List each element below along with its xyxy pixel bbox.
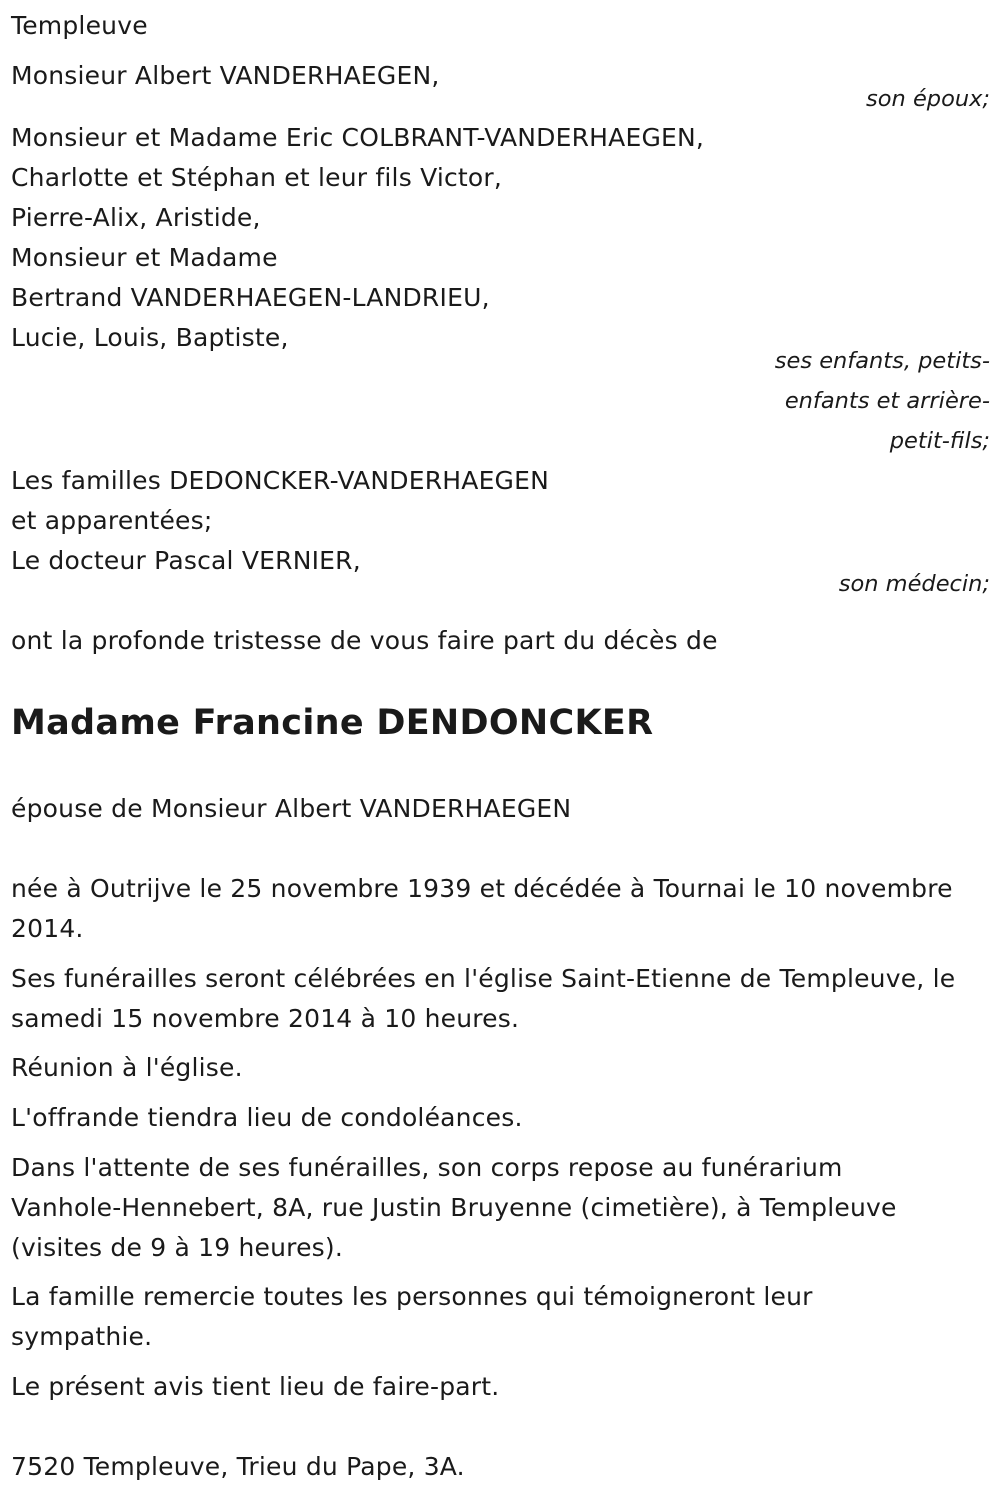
doctor-name: Le docteur Pascal VERNIER, bbox=[11, 546, 361, 575]
spouse-name: Monsieur Albert VANDERHAEGEN, bbox=[11, 61, 440, 90]
locality: Templeuve bbox=[11, 11, 148, 40]
birth-death-line-1: née à Outrijve le 25 novembre 1939 et décédée à Tournai le 10 novembre bbox=[11, 874, 953, 903]
families-line-1: Les familles DEDONCKER-VANDERHAEGEN bbox=[11, 466, 550, 495]
spouse-of: épouse de Monsieur Albert VANDERHAEGEN bbox=[11, 794, 572, 823]
children-role-line-1: ses enfants, petits- bbox=[774, 348, 990, 374]
children-line-2: Charlotte et Stéphan et leur fils Victor, bbox=[11, 163, 503, 192]
children-line-1: Monsieur et Madame Eric COLBRANT-VANDERHAEGEN, bbox=[11, 123, 705, 152]
announcement: ont la profonde tristesse de vous faire part du décès de bbox=[11, 626, 718, 655]
children-role-line-2: enfants et arrière- bbox=[784, 388, 990, 414]
repose-line-2: Vanhole-Hennebert, 8A, rue Justin Bruyenne (cimetière), à Templeuve bbox=[11, 1193, 897, 1222]
families-line-2: et apparentées; bbox=[11, 506, 213, 535]
funeral-line-2: samedi 15 novembre 2014 à 10 heures. bbox=[11, 1004, 520, 1033]
repose-line-1: Dans l'attente de ses funérailles, son corps repose au funérarium bbox=[11, 1153, 843, 1182]
address: 7520 Templeuve, Trieu du Pape, 3A. bbox=[11, 1452, 465, 1481]
meeting: Réunion à l'église. bbox=[11, 1053, 243, 1082]
children-line-4: Monsieur et Madame bbox=[11, 243, 278, 272]
notice-text: Le présent avis tient lieu de faire-part. bbox=[11, 1372, 500, 1401]
children-line-3: Pierre-Alix, Aristide, bbox=[11, 203, 261, 232]
children-line-6: Lucie, Louis, Baptiste, bbox=[11, 323, 289, 352]
children-line-5: Bertrand VANDERHAEGEN-LANDRIEU, bbox=[11, 283, 490, 312]
thanks-line-1: La famille remercie toutes les personnes qui témoigneront leur bbox=[11, 1282, 813, 1311]
deceased-name: Madame Francine DENDONCKER bbox=[11, 703, 654, 743]
repose-line-3: (visites de 9 à 19 heures). bbox=[11, 1233, 343, 1262]
funeral-line-1: Ses funérailles seront célébrées en l'église Saint-Etienne de Templeuve, le bbox=[11, 964, 956, 993]
children-role-line-3: petit-fils; bbox=[889, 428, 990, 454]
thanks-line-2: sympathie. bbox=[11, 1322, 153, 1351]
doctor-role: son médecin; bbox=[838, 571, 990, 597]
spouse-role: son époux; bbox=[866, 86, 990, 112]
birth-death-line-2: 2014. bbox=[11, 914, 84, 943]
offering: L'offrande tiendra lieu de condoléances. bbox=[11, 1103, 523, 1132]
